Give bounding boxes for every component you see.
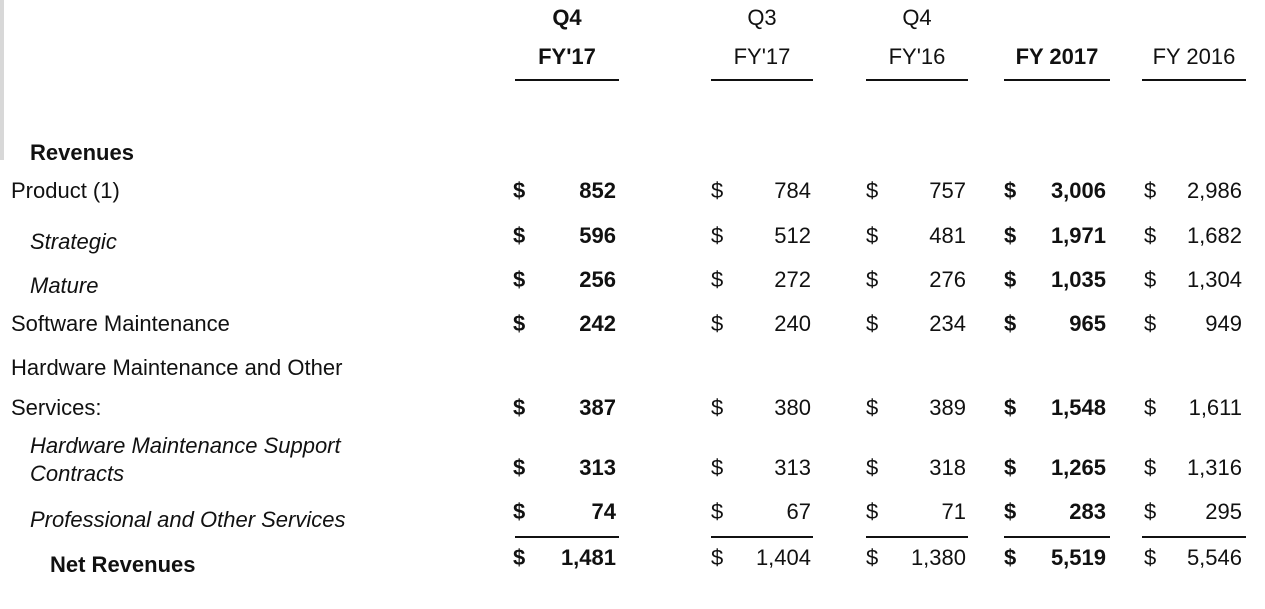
row-label-strategic: Strategic	[30, 229, 117, 254]
currency-symbol: $	[711, 545, 724, 570]
currency-symbol: $	[1004, 178, 1017, 203]
cell-net-q4fy17: 1,481	[560, 545, 616, 570]
currency-symbol: $	[866, 499, 879, 524]
cell-strategic-fy2016: 1,682	[1186, 223, 1242, 248]
cell-hwsupport-q4fy16: 318	[929, 455, 966, 480]
currency-symbol: $	[513, 311, 526, 336]
row-label-hardware-maintenance-other: Hardware Maintenance and Other	[11, 355, 343, 380]
currency-symbol: $	[1144, 267, 1157, 292]
currency-symbol: $	[513, 178, 526, 203]
cell-software-fy2017: 965	[1069, 311, 1106, 336]
cell-professional-q4fy16: 71	[941, 499, 966, 524]
header-q4-fy16-top: Q4	[902, 5, 932, 30]
currency-symbol: $	[711, 223, 724, 248]
currency-symbol: $	[513, 545, 526, 570]
currency-symbol: $	[866, 545, 879, 570]
currency-symbol: $	[1004, 311, 1017, 336]
row-label-mature: Mature	[30, 273, 99, 298]
total-rule	[1142, 536, 1246, 538]
currency-symbol: $	[1144, 178, 1157, 203]
header-fy2017: FY 2017	[1015, 44, 1099, 69]
cell-hwsupport-q4fy17: 313	[579, 455, 616, 480]
cell-mature-q4fy17: 256	[579, 267, 616, 292]
header-fy2016: FY 2016	[1152, 44, 1236, 69]
row-label-software-maintenance: Software Maintenance	[11, 311, 230, 336]
cell-software-q4fy16: 234	[929, 311, 966, 336]
currency-symbol: $	[1144, 545, 1157, 570]
header-q4-fy16-bottom: FY'16	[888, 44, 946, 69]
header-q3-fy17-top: Q3	[747, 5, 777, 30]
cell-mature-fy2016: 1,304	[1186, 267, 1242, 292]
currency-symbol: $	[711, 395, 724, 420]
cell-services-fy2017: 1,548	[1050, 395, 1106, 420]
currency-symbol: $	[1004, 455, 1017, 480]
currency-symbol: $	[513, 267, 526, 292]
cell-software-fy2016: 949	[1205, 311, 1242, 336]
total-rule	[711, 536, 813, 538]
currency-symbol: $	[1144, 499, 1157, 524]
cell-services-q4fy16: 389	[929, 395, 966, 420]
header-underline	[1142, 79, 1246, 81]
cell-product-fy2017: 3,006	[1050, 178, 1106, 203]
cell-product-q4fy16: 757	[929, 178, 966, 203]
currency-symbol: $	[866, 395, 879, 420]
currency-symbol: $	[711, 311, 724, 336]
cell-professional-q4fy17: 74	[591, 499, 616, 524]
cell-product-fy2016: 2,986	[1186, 178, 1242, 203]
header-q4-fy17-bottom: FY'17	[538, 44, 596, 69]
cell-hwsupport-fy2016: 1,316	[1186, 455, 1242, 480]
cell-strategic-fy2017: 1,971	[1050, 223, 1106, 248]
cell-net-fy2017: 5,519	[1050, 545, 1106, 570]
currency-symbol: $	[513, 395, 526, 420]
left-border	[0, 0, 4, 160]
currency-symbol: $	[1144, 395, 1157, 420]
total-rule	[866, 536, 968, 538]
header-q4-fy17-top: Q4	[552, 5, 582, 30]
currency-symbol: $	[1004, 499, 1017, 524]
currency-symbol: $	[711, 178, 724, 203]
currency-symbol: $	[711, 455, 724, 480]
currency-symbol: $	[513, 223, 526, 248]
currency-symbol: $	[866, 455, 879, 480]
header-underline	[1004, 79, 1110, 81]
cell-mature-q3fy17: 272	[774, 267, 811, 292]
row-label-hw-support: Hardware Maintenance Support	[30, 433, 341, 458]
total-rule	[1004, 536, 1110, 538]
currency-symbol: $	[1004, 267, 1017, 292]
cell-professional-fy2016: 295	[1205, 499, 1242, 524]
currency-symbol: $	[866, 311, 879, 336]
cell-net-q4fy16: 1,380	[910, 545, 966, 570]
currency-symbol: $	[513, 455, 526, 480]
cell-hwsupport-fy2017: 1,265	[1050, 455, 1106, 480]
cell-services-fy2016: 1,611	[1188, 395, 1242, 420]
row-label-net-revenues: Net Revenues	[50, 552, 196, 577]
cell-product-q4fy17: 852	[579, 178, 616, 203]
currency-symbol: $	[1004, 223, 1017, 248]
cell-strategic-q4fy17: 596	[579, 223, 616, 248]
row-label-product: Product (1)	[11, 178, 120, 203]
cell-hwsupport-q3fy17: 313	[774, 455, 811, 480]
section-title-revenues: Revenues	[30, 140, 134, 165]
cell-services-q3fy17: 380	[774, 395, 811, 420]
currency-symbol: $	[1004, 545, 1017, 570]
header-underline	[711, 79, 813, 81]
currency-symbol: $	[1144, 455, 1157, 480]
currency-symbol: $	[866, 223, 879, 248]
header-q3-fy17-bottom: FY'17	[733, 44, 791, 69]
currency-symbol: $	[866, 178, 879, 203]
currency-symbol: $	[711, 267, 724, 292]
row-label-services: Services:	[11, 395, 102, 420]
cell-net-fy2016: 5,546	[1186, 545, 1242, 570]
cell-mature-fy2017: 1,035	[1050, 267, 1106, 292]
row-label-professional-services: Professional and Other Services	[30, 507, 346, 532]
cell-mature-q4fy16: 276	[929, 267, 966, 292]
currency-symbol: $	[513, 499, 526, 524]
currency-symbol: $	[1004, 395, 1017, 420]
cell-product-q3fy17: 784	[774, 178, 811, 203]
row-label-hw-support-contracts: Contracts	[30, 461, 125, 486]
cell-strategic-q3fy17: 512	[774, 223, 811, 248]
total-rule	[515, 536, 619, 538]
cell-professional-q3fy17: 67	[786, 499, 811, 524]
header-underline	[866, 79, 968, 81]
currency-symbol: $	[866, 267, 879, 292]
cell-professional-fy2017: 283	[1069, 499, 1106, 524]
currency-symbol: $	[1144, 311, 1157, 336]
cell-software-q3fy17: 240	[774, 311, 811, 336]
cell-services-q4fy17: 387	[579, 395, 616, 420]
header-underline	[515, 79, 619, 81]
currency-symbol: $	[1144, 223, 1157, 248]
currency-symbol: $	[711, 499, 724, 524]
cell-net-q3fy17: 1,404	[755, 545, 811, 570]
cell-strategic-q4fy16: 481	[929, 223, 966, 248]
cell-software-q4fy17: 242	[579, 311, 616, 336]
